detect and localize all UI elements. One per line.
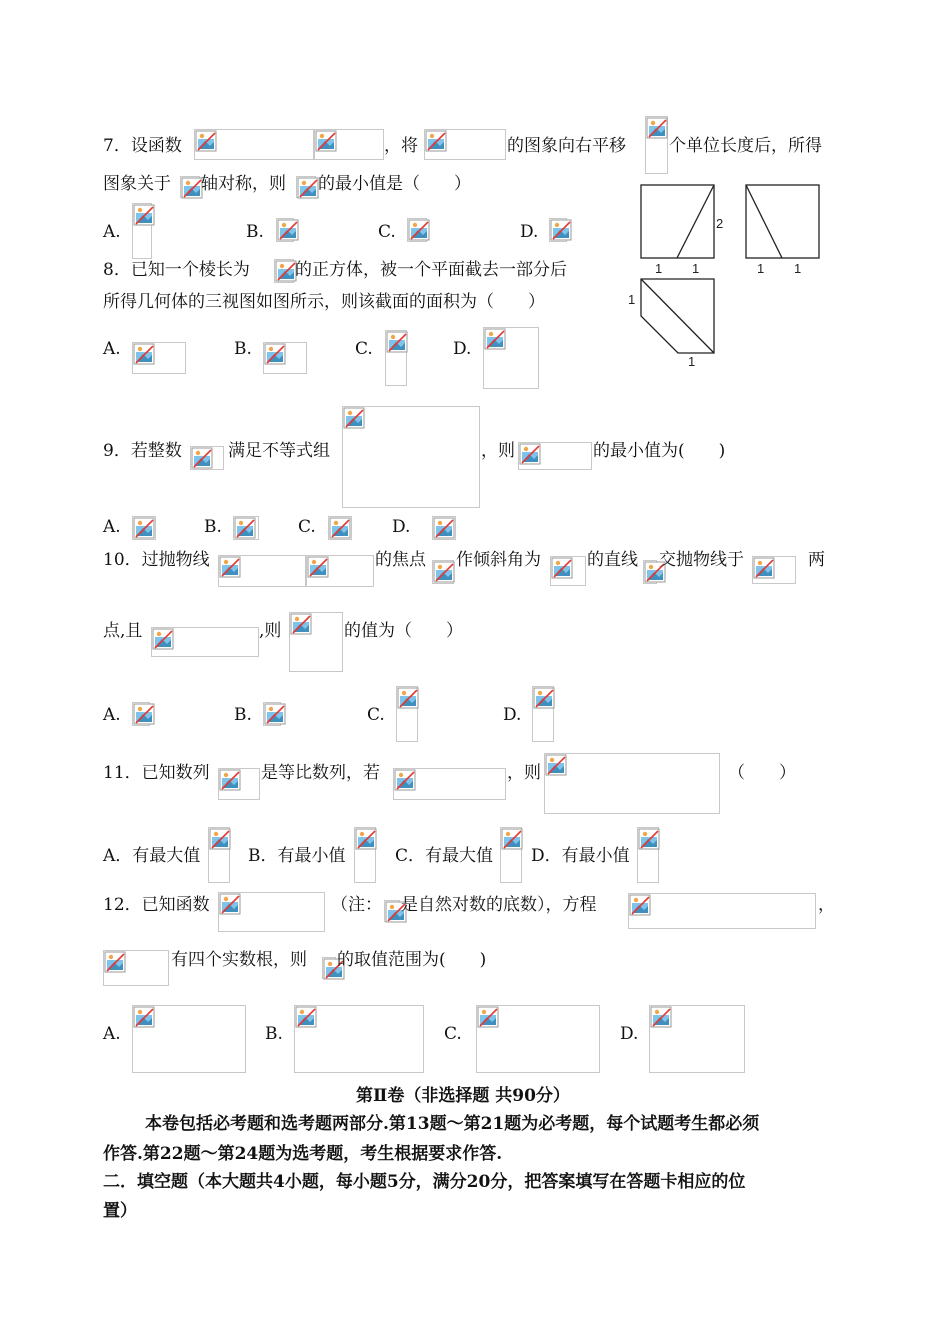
side-label-1: 1 <box>757 261 765 276</box>
q9-option-a: A. <box>103 517 121 537</box>
q12-option-d: D. <box>620 1024 639 1044</box>
q12-stem-3: 是自然对数的底数），方程 <box>401 895 597 915</box>
part2-intro-2: 作答.第22题～第24题为选考题，考生根据要求作答. <box>103 1144 503 1164</box>
front-label-1: 1 <box>655 261 663 276</box>
q9-stem-4: 的最小值为( ) <box>593 441 726 461</box>
broken-image-icon <box>477 1006 499 1028</box>
broken-image-icon <box>433 517 455 539</box>
front-view <box>641 185 714 258</box>
broken-image-icon <box>104 951 126 973</box>
broken-image-icon <box>264 703 286 725</box>
q7-stem-1: 7．设函数 <box>103 136 182 156</box>
front-label-2: 1 <box>692 261 700 276</box>
broken-image-icon <box>545 754 567 776</box>
formula-image <box>151 627 259 657</box>
side-view <box>746 185 819 258</box>
formula-image <box>132 516 156 540</box>
q9-option-b: B. <box>204 517 222 537</box>
formula-image <box>276 218 294 242</box>
q12-stem-4: ， <box>818 895 835 915</box>
formula-image <box>233 516 259 540</box>
broken-image-icon <box>343 407 365 429</box>
q10-option-b: B. <box>234 705 252 725</box>
formula-image <box>645 116 668 174</box>
formula-image <box>328 516 352 540</box>
q12-stem-1: 12．已知函数 <box>103 895 210 915</box>
broken-image-icon <box>219 556 241 578</box>
q10-stem-8: ,则 <box>259 621 282 641</box>
formula-image <box>424 129 506 160</box>
q7-stem-4: 个单位长度后，所得 <box>669 136 822 156</box>
q7-stem-2: ，将 <box>384 136 418 156</box>
broken-image-icon <box>133 343 155 365</box>
q7-stem-7: 的最小值是（ ） <box>318 174 471 194</box>
q10-stem-5: 交抛物线于 <box>659 550 744 570</box>
formula-image <box>294 1005 424 1073</box>
q11-stem-4: （ ） <box>728 763 796 783</box>
broken-image-icon <box>550 219 572 241</box>
q10-option-d: D. <box>503 705 522 725</box>
q9-stem-1: 9．若整数 <box>103 441 182 461</box>
formula-image <box>296 176 316 198</box>
formula-image <box>432 560 454 584</box>
q8-option-d: D. <box>453 339 472 359</box>
q10-stem-4: 的直线 <box>587 550 638 570</box>
q11-stem-3: ，则 <box>507 763 541 783</box>
three-view-figure <box>620 180 830 370</box>
broken-image-icon <box>234 517 256 539</box>
formula-image <box>432 516 456 540</box>
formula-image <box>500 827 522 883</box>
broken-image-icon <box>646 117 668 139</box>
formula-image <box>218 555 306 587</box>
broken-image-icon <box>195 130 217 152</box>
formula-image <box>637 827 659 883</box>
q8-stem-1: 8．已知一个棱长为 <box>103 260 250 280</box>
q10-stem-2: 的焦点 <box>375 550 426 570</box>
formula-image <box>218 768 260 800</box>
q9-option-c: C. <box>298 517 316 537</box>
formula-image <box>549 218 567 242</box>
q12-option-a: A. <box>103 1024 121 1044</box>
broken-image-icon <box>181 177 203 199</box>
side-label-2: 1 <box>794 261 802 276</box>
broken-image-icon <box>650 1006 672 1028</box>
broken-image-icon <box>551 557 573 579</box>
formula-image <box>263 702 281 726</box>
broken-image-icon <box>501 828 523 850</box>
broken-image-icon <box>753 557 775 579</box>
q11-option-a: A．有最大值 <box>103 846 201 866</box>
part2-title: 第Ⅱ卷（非选择题 共90分） <box>356 1086 570 1106</box>
formula-image <box>132 203 152 259</box>
q8-option-c: C. <box>355 339 373 359</box>
formula-image <box>628 893 816 929</box>
broken-image-icon <box>533 687 555 709</box>
broken-image-icon <box>433 561 455 583</box>
formula-image <box>132 1005 246 1073</box>
formula-image <box>476 1005 600 1073</box>
q10-option-a: A. <box>103 705 121 725</box>
broken-image-icon <box>315 130 337 152</box>
q7-stem-3: 的图象向右平移 <box>507 136 626 156</box>
q11-stem-1: 11．已知数列 <box>103 763 210 783</box>
q12-option-c: C. <box>444 1024 462 1044</box>
formula-image <box>643 560 657 584</box>
broken-image-icon <box>133 1006 155 1028</box>
q10-stem-3: 作倾斜角为 <box>456 550 541 570</box>
formula-image <box>483 327 539 389</box>
broken-image-icon <box>152 628 174 650</box>
broken-image-icon <box>484 328 506 350</box>
q7-option-a: A. <box>103 222 121 242</box>
q10-stem-7: 点,且 <box>103 621 143 641</box>
formula-image <box>407 218 427 242</box>
q10-stem-6: 两 <box>808 550 825 570</box>
front-label-3: 2 <box>716 216 724 231</box>
formula-image <box>289 612 343 672</box>
q7-stem-6: 轴对称，则 <box>201 174 286 194</box>
formula-image <box>396 686 418 742</box>
top-label-1: 1 <box>628 292 636 307</box>
broken-image-icon <box>191 447 213 469</box>
q9-stem-2: 满足不等式组 <box>228 441 330 461</box>
q8-option-b: B. <box>234 339 252 359</box>
broken-image-icon <box>290 613 312 635</box>
broken-image-icon <box>386 331 408 353</box>
formula-image <box>132 702 150 726</box>
q12-stem-5: 有四个实数根，则 <box>171 950 307 970</box>
q12-stem-2: （注： <box>331 895 382 915</box>
q11-option-c: C．有最大值 <box>395 846 494 866</box>
q7-option-d: D. <box>520 222 539 242</box>
q7-option-b: B. <box>246 222 264 242</box>
broken-image-icon <box>295 1006 317 1028</box>
formula-image <box>532 686 554 742</box>
broken-image-icon <box>275 260 297 282</box>
broken-image-icon <box>629 894 651 916</box>
formula-image <box>354 827 376 883</box>
formula-image <box>263 342 307 374</box>
q9-option-d: D. <box>392 517 411 537</box>
q7-option-c: C. <box>378 222 396 242</box>
broken-image-icon <box>209 828 231 850</box>
formula-image <box>190 446 224 470</box>
broken-image-icon <box>219 769 241 791</box>
formula-image <box>385 330 407 386</box>
q10-stem-9: 的值为（ ） <box>344 621 463 641</box>
formula-image <box>544 753 720 814</box>
q9-stem-3: ，则 <box>481 441 515 461</box>
formula-image <box>103 950 169 986</box>
broken-image-icon <box>307 556 329 578</box>
formula-image <box>180 176 200 198</box>
formula-image <box>218 892 325 932</box>
formula-image <box>384 900 400 922</box>
broken-image-icon <box>329 517 351 539</box>
broken-image-icon <box>408 219 430 241</box>
formula-image <box>132 342 186 374</box>
q10-stem-1: 10．过抛物线 <box>103 550 210 570</box>
q11-stem-2: 是等比数列，若 <box>261 763 380 783</box>
formula-image <box>393 768 506 800</box>
broken-image-icon <box>277 219 299 241</box>
broken-image-icon <box>397 687 419 709</box>
part2-intro-1: 本卷包括必考题和选考题两部分.第13题～第21题为必考题，每个试题考生都必须 <box>145 1114 760 1134</box>
q10-option-c: C. <box>367 705 385 725</box>
q11-option-d: D．有最小值 <box>531 846 630 866</box>
broken-image-icon <box>133 517 155 539</box>
formula-image <box>649 1005 745 1073</box>
broken-image-icon <box>133 204 155 226</box>
formula-image <box>208 827 230 883</box>
formula-image <box>322 957 336 979</box>
broken-image-icon <box>519 443 541 465</box>
broken-image-icon <box>425 130 447 152</box>
section-heading-1: 二．填空题（本大题共4小题，每小题5分，满分20分，把答案填写在答题卡相应的位 <box>103 1172 746 1192</box>
formula-image <box>194 129 314 160</box>
broken-image-icon <box>638 828 660 850</box>
formula-image <box>550 556 586 586</box>
broken-image-icon <box>355 828 377 850</box>
q11-option-b: B．有最小值 <box>248 846 346 866</box>
section-heading-2: 置） <box>103 1201 137 1221</box>
broken-image-icon <box>297 177 319 199</box>
q12-option-b: B. <box>265 1024 283 1044</box>
formula-image <box>274 259 294 283</box>
formula-image <box>342 406 480 508</box>
formula-image <box>306 555 374 587</box>
broken-image-icon <box>133 703 155 725</box>
q8-stem-2: 的正方体，被一个平面截去一部分后 <box>295 260 567 280</box>
formula-image <box>314 129 384 160</box>
formula-image <box>752 556 796 584</box>
q8-stem-3: 所得几何体的三视图如图所示，则该截面的面积为（ ） <box>103 292 545 312</box>
broken-image-icon <box>394 769 416 791</box>
q12-stem-6: 的取值范围为( ) <box>337 950 487 970</box>
broken-image-icon <box>264 343 286 365</box>
broken-image-icon <box>219 893 241 915</box>
q7-stem-5: 图象关于 <box>103 174 171 194</box>
formula-image <box>518 442 592 470</box>
q8-option-a: A. <box>103 339 121 359</box>
top-label-2: 1 <box>688 354 696 369</box>
